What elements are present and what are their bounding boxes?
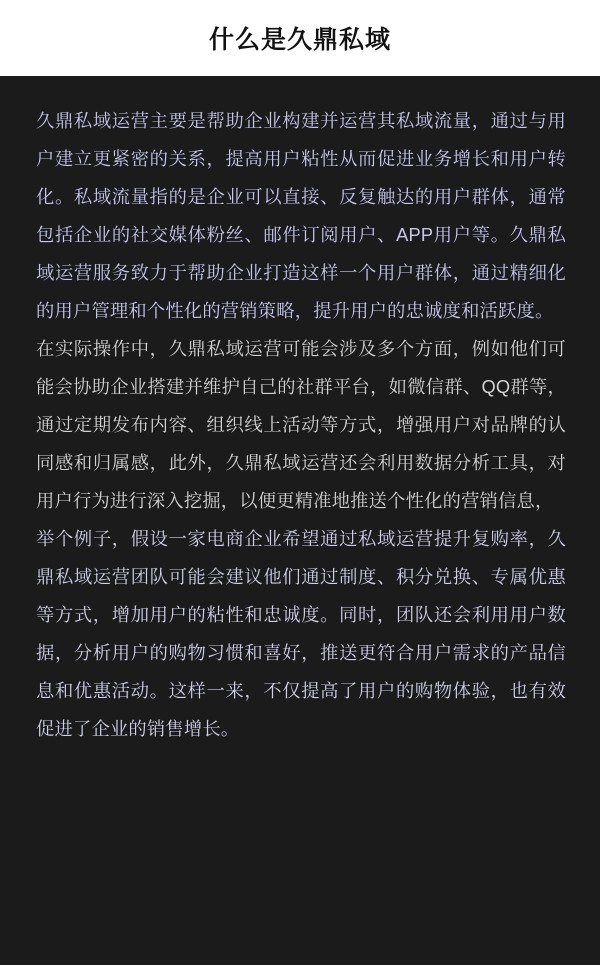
article-body	[0, 76, 600, 965]
article-paragraph: 举个例子，假设一家电商企业希望通过私域运营提升复购率，久鼎私域运营团队可能会建议他们通过制度、积分兑换、专属优惠等方式，增加用户的粘性和忠诚度。同时，团队还会利用用户数据，分析用户的购物习惯和喜好，推送更符合用户需求的产品信息和优惠活动。这样一来，不仅提高了用户的购物体验，也有效促进了企业的销售增长。	[36, 528, 566, 739]
article-paragraph: 在实际操作中，久鼎私域运营可能会涉及多个方面，例如他们可能会协助企业搭建并维护自己的社群平台，如微信群、QQ群等，通过定期发布内容、组织线上活动等方式，增强用户对品牌的认同感和归属感，此外，久鼎私域运营还会利用数据分析工具，对用户行为进行深入挖掘，以便更精准地推送个性化的营销信息，	[36, 338, 566, 511]
article-paragraph: 久鼎私域运营主要是帮助企业构建并运营其私域流量，通过与用户建立更紧密的关系，提高用户粘性从而促进业务增长和用户转化。私域流量指的是企业可以直接、反复触达的用户群体，通常包括企业的社交媒体粉丝、邮件订阅用户、APP用户等。久鼎私域运营服务致力于帮助企业打造这样一个用户群体，通过精细化的用户管理和个性化的营销策略，提升用户的忠诚度和活跃度。	[36, 110, 566, 321]
page-title: 什么是久鼎私域	[208, 26, 391, 54]
page-header	[0, 0, 600, 76]
